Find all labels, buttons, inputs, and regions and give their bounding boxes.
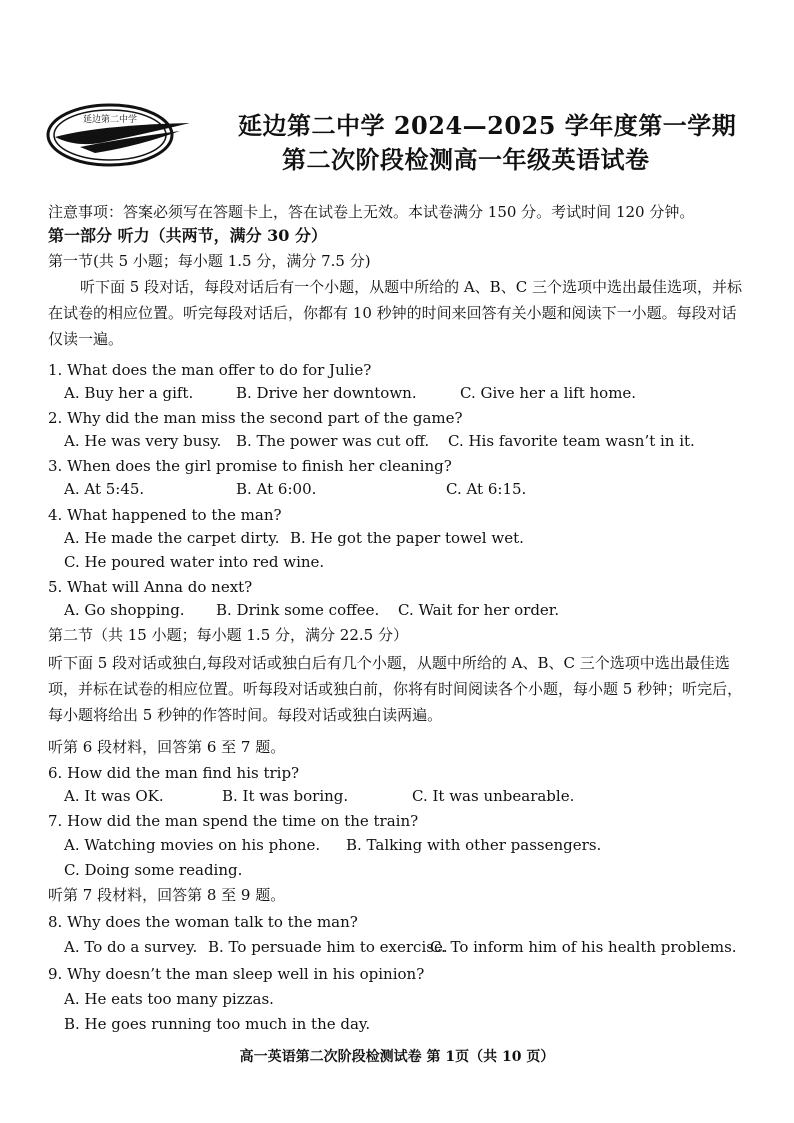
q4-option-c: C. He poured water into red wine. xyxy=(64,553,325,571)
q7-option-a: A. Watching movies on his phone. xyxy=(64,836,321,854)
question-3: 3. When does the girl promise to finish her cleaning? xyxy=(48,457,452,475)
material-6-header: 听第 6 段材料，回答第 6 至 7 题。 xyxy=(48,738,286,756)
material-7-header: 听第 7 段材料，回答第 8 至 9 题。 xyxy=(48,886,286,904)
question-6: 6. How did the man find his trip? xyxy=(48,764,300,782)
school-logo xyxy=(40,95,200,175)
section1-instructions: 听下面 5 段对话，每段对话后有一个小题，从题中所给的 A、B、C 三个选项中选出最佳选项，并标在试卷的相应位置。听完每段对话后，你都有 10 秒钟的时间来回答有关小题和阅读下一小题。每段对话仅读一遍。 xyxy=(48,278,742,348)
q4-option-a: A. He made the carpet dirty. xyxy=(64,529,280,547)
school-emblem-icon xyxy=(40,95,200,175)
q7-option-c: C. Doing some reading. xyxy=(64,861,243,879)
section2-title: 第二节（共 15 小题；每小题 1.5 分，满分 22.5 分） xyxy=(48,626,408,644)
part1-title: 第一部分 听力（共两节，满分 30 分） xyxy=(48,226,327,245)
q3-option-b: B. At 6:00. xyxy=(236,480,317,498)
q3-option-c: C. At 6:15. xyxy=(446,480,527,498)
q2-option-c: C. His favorite team wasn’t in it. xyxy=(448,432,695,450)
q8-option-b: B. To persuade him to exercise. xyxy=(208,938,448,956)
logo-text: 延边第二中学 xyxy=(82,115,138,125)
q6-option-b: B. It was boring. xyxy=(222,787,349,805)
notice-text: 注意事项：答案必须写在答题卡上，答在试卷上无效。本试卷满分 150 分。考试时间 120 分钟。 xyxy=(48,203,695,221)
question-1: 1. What does the man offer to do for Julie? xyxy=(48,361,372,379)
question-4: 4. What happened to the man? xyxy=(48,506,282,524)
q2-option-b: B. The power was cut off. xyxy=(236,432,430,450)
q5-option-a: A. Go shopping. xyxy=(64,601,185,619)
q7-option-b: B. Talking with other passengers. xyxy=(346,836,602,854)
q4-option-b: B. He got the paper towel wet. xyxy=(290,529,524,547)
question-8: 8. Why does the woman talk to the man? xyxy=(48,913,358,931)
q8-option-c: C. To inform him of his health problems. xyxy=(430,938,737,956)
q8-option-a: A. To do a survey. xyxy=(64,938,198,956)
section1-title: 第一节(共 5 小题；每小题 1.5 分，满分 7.5 分) xyxy=(48,252,371,270)
q5-option-b: B. Drink some coffee. xyxy=(216,601,380,619)
q6-option-a: A. It was OK. xyxy=(64,787,164,805)
exam-title-line2: 第二次阶段检测高一年级英语试卷 xyxy=(282,145,650,174)
question-9: 9. Why doesn’t the man sleep well in his opinion? xyxy=(48,965,425,983)
question-5: 5. What will Anna do next? xyxy=(48,578,253,596)
q6-option-c: C. It was unbearable. xyxy=(412,787,575,805)
page-footer: 高一英语第二次阶段检测试卷 第 1页（共 10 页） xyxy=(239,1049,555,1065)
q3-option-a: A. At 5:45. xyxy=(64,480,145,498)
q9-option-a: A. He eats too many pizzas. xyxy=(64,990,274,1008)
question-2: 2. Why did the man miss the second part of the game? xyxy=(48,409,463,427)
section2-instructions: 听下面 5 段对话或独白,每段对话或独白后有几个小题，从题中所给的 A、B、C 三个选项中选出最佳选项，并标在试卷的相应位置。听每段对话或独白前，你将有时间阅读各个小题，每小题 5 秒钟；听完后，每小题将给出 5 秒钟的作答时间。每段对话或独白读两遍。 xyxy=(48,654,743,724)
question-7: 7. How did the man spend the time on the train? xyxy=(48,812,419,830)
q9-option-b: B. He goes running too much in the day. xyxy=(64,1015,371,1033)
q2-option-a: A. He was very busy. xyxy=(64,432,222,450)
q1-option-c: C. Give her a lift home. xyxy=(460,384,637,402)
q5-option-c: C. Wait for her order. xyxy=(398,601,560,619)
q1-option-a: A. Buy her a gift. xyxy=(64,384,194,402)
exam-title-line1: 延边第二中学 2024—2025 学年度第一学期 xyxy=(238,111,737,140)
q1-option-b: B. Drive her downtown. xyxy=(236,384,417,402)
